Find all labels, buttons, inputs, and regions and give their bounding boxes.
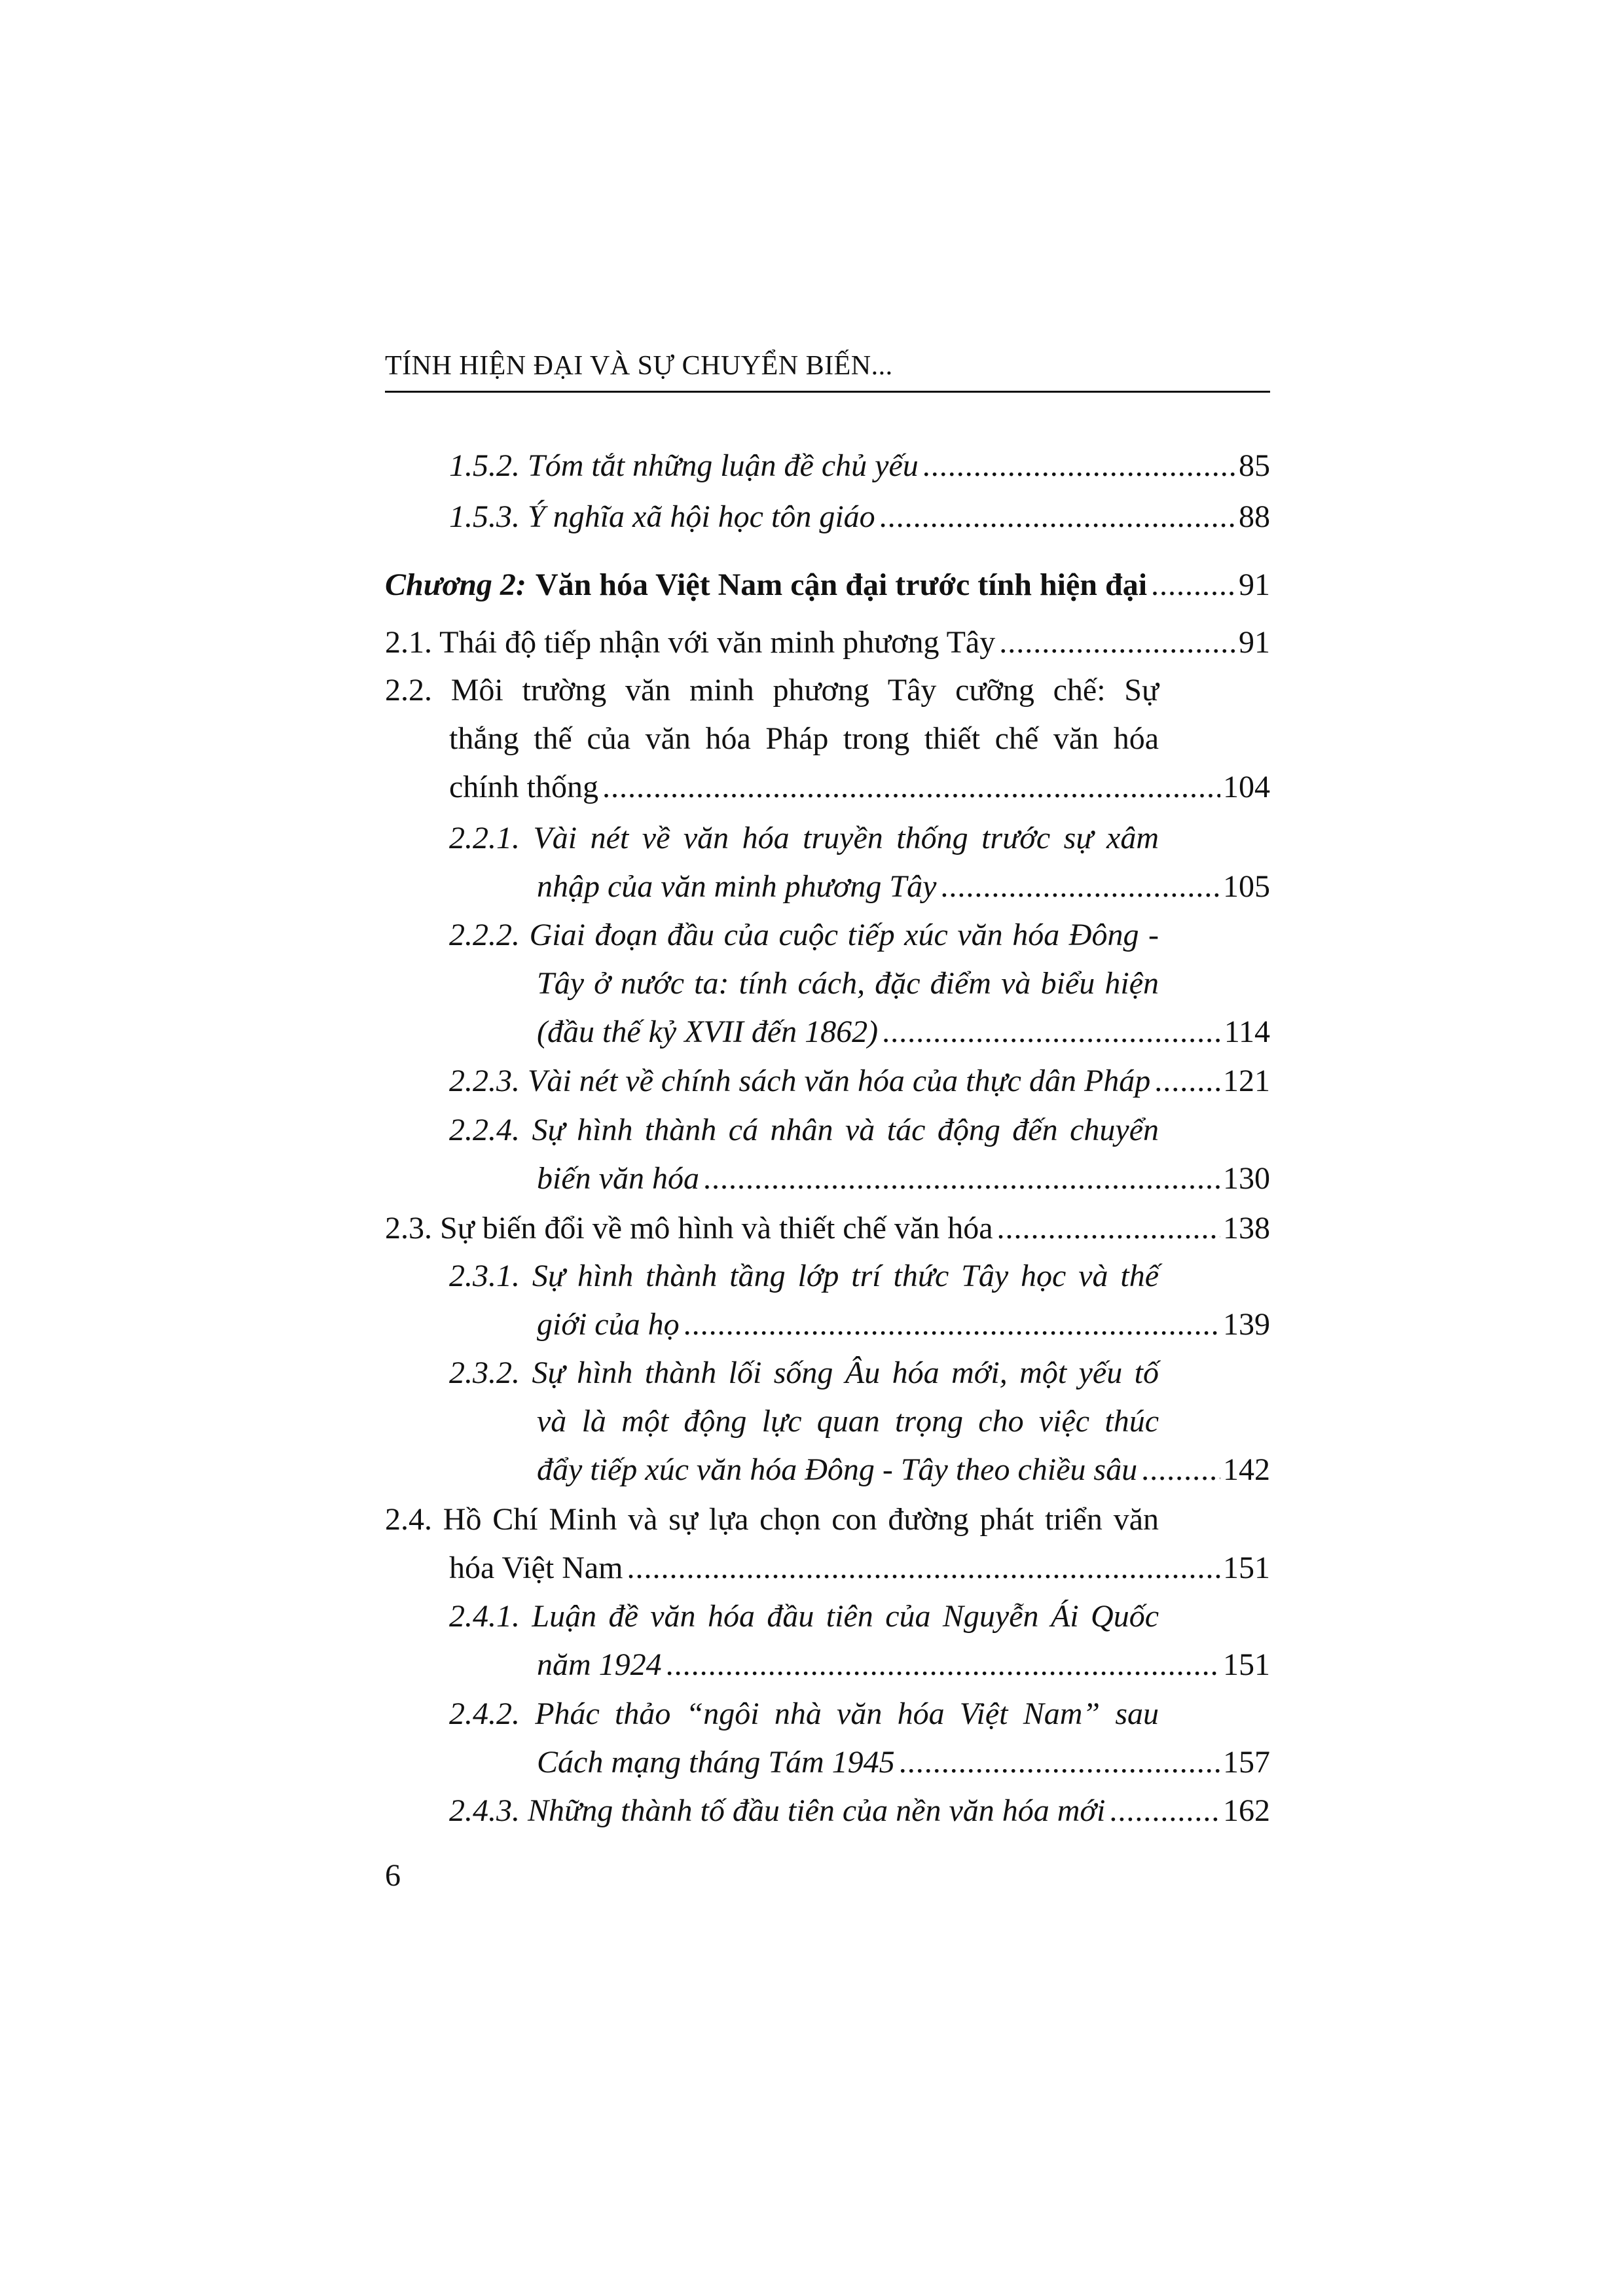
- dot-leader: [703, 1155, 1220, 1203]
- toc-entry-line: chính thống: [449, 770, 598, 804]
- toc-entry-2-3-1[interactable]: [385, 1252, 1270, 1349]
- toc-entry-line: 2.2. Môi trường văn minh phương Tây cưỡng chế: Sự: [385, 673, 1159, 708]
- toc-entry-text: 2.1. Thái độ tiếp nhận với văn minh phương Tây: [385, 625, 996, 660]
- toc-entry-line: và là một động lực quan trọng cho việc thúc: [537, 1404, 1159, 1439]
- toc-page-number: 151: [1223, 1647, 1270, 1682]
- toc-entry-line: hóa Việt Nam: [449, 1551, 623, 1585]
- dot-leader: [940, 863, 1220, 911]
- header-rule: [385, 391, 1270, 393]
- toc-page-number: 88: [1239, 499, 1270, 534]
- toc-entry-2-2-3[interactable]: [385, 1057, 1270, 1105]
- toc-entry-2-4[interactable]: [385, 1496, 1270, 1592]
- toc-page-number: 91: [1239, 567, 1270, 602]
- toc-entry-line: 2.4. Hồ Chí Minh và sự lựa chọn con đường phát triển văn: [385, 1502, 1159, 1537]
- toc-entry-line: 2.3.1. Sự hình thành tầng lớp trí thức Tây học và thế: [449, 1259, 1159, 1293]
- toc-page-number: 138: [1223, 1211, 1270, 1246]
- running-header-title: TÍNH HIỆN ĐẠI VÀ SỰ CHUYỂN BIẾN...: [385, 351, 893, 381]
- toc-page-number: 85: [1239, 448, 1270, 483]
- toc-entry-2-4-2[interactable]: [385, 1690, 1270, 1787]
- dot-leader: [1109, 1787, 1220, 1835]
- toc-entry-2-4-1[interactable]: [385, 1592, 1270, 1689]
- toc-entry-2-1[interactable]: [385, 619, 1270, 667]
- toc-page-number: 139: [1223, 1307, 1270, 1342]
- dot-leader: [899, 1738, 1220, 1787]
- toc-entry-line: 2.4.1. Luận đề văn hóa đầu tiên của Nguyễn Ái Quốc: [449, 1599, 1159, 1634]
- toc-entry-line: biến văn hóa: [537, 1161, 699, 1196]
- dot-leader: [602, 763, 1220, 812]
- toc-entry-line: (đầu thế kỷ XVII đến 1862): [537, 1014, 879, 1049]
- toc-entry-text: 1.5.2. Tóm tắt những luận đề chủ yếu: [449, 448, 919, 483]
- toc-page-number: 105: [1223, 869, 1270, 904]
- toc-entry-1-5-2[interactable]: [385, 442, 1270, 490]
- toc-entry-line: 2.2.2. Giai đoạn đầu của cuộc tiếp xúc văn hóa Đông -: [449, 918, 1159, 952]
- toc-entry-2-2-1[interactable]: [385, 814, 1270, 911]
- page-number: 6: [385, 1858, 401, 1893]
- dot-leader: [1151, 561, 1236, 609]
- toc-entry-line: năm 1924: [537, 1647, 662, 1682]
- toc-entry-line: 2.2.4. Sự hình thành cá nhân và tác động đến chuyển: [449, 1113, 1159, 1147]
- toc-entry-2-2-4[interactable]: [385, 1106, 1270, 1203]
- dot-leader: [1141, 1446, 1220, 1494]
- toc-entry-2-4-3[interactable]: [385, 1787, 1270, 1835]
- toc-entry-line: 2.3.2. Sự hình thành lối sống Âu hóa mới, một yếu tố: [449, 1355, 1159, 1390]
- dot-leader: [684, 1300, 1220, 1349]
- toc-entry-text: 2.2.3. Vài nét về chính sách văn hóa của thực dân Pháp: [449, 1064, 1151, 1098]
- toc-entry-2-3[interactable]: [385, 1204, 1270, 1253]
- toc-page-number: 114: [1224, 1014, 1270, 1049]
- toc-entry-text: 1.5.3. Ý nghĩa xã hội học tôn giáo: [449, 499, 875, 534]
- toc-page-number: 142: [1223, 1452, 1270, 1487]
- toc-entry-line: nhập của văn minh phương Tây: [537, 869, 937, 904]
- dot-leader: [879, 493, 1236, 541]
- toc-entry-line: thắng thế của văn hóa Pháp trong thiết chế văn hóa: [449, 721, 1159, 756]
- toc-entry-2-2[interactable]: [385, 666, 1270, 812]
- toc-chapter-2[interactable]: [385, 561, 1270, 609]
- toc-entry-line: đẩy tiếp xúc văn hóa Đông - Tây theo chiều sâu: [537, 1452, 1138, 1487]
- toc-entry-1-5-3[interactable]: [385, 493, 1270, 541]
- toc-entry-line: 2.4.2. Phác thảo “ngôi nhà văn hóa Việt Nam” sau: [449, 1696, 1159, 1731]
- dot-leader: [1154, 1057, 1220, 1105]
- toc-entry-line: Tây ở nước ta: tính cách, đặc điểm và biểu hiện: [537, 966, 1159, 1001]
- chapter-title: Văn hóa Việt Nam cận đại trước tính hiện đại: [535, 567, 1148, 602]
- dot-leader: [882, 1008, 1222, 1056]
- dot-leader: [666, 1641, 1220, 1689]
- toc-entry-line: giới của họ: [537, 1307, 680, 1342]
- toc-entry-2-3-2[interactable]: [385, 1349, 1270, 1494]
- toc-page-number: 162: [1223, 1793, 1270, 1828]
- toc-page-number: 151: [1223, 1551, 1270, 1585]
- dot-leader: [627, 1544, 1221, 1592]
- toc-page-number: 130: [1223, 1161, 1270, 1196]
- chapter-label: Chương 2:: [385, 567, 526, 602]
- toc-entry-2-2-2[interactable]: [385, 911, 1270, 1056]
- toc-page-number: 104: [1223, 770, 1270, 804]
- toc-entry-line: Cách mạng tháng Tám 1945: [537, 1745, 895, 1780]
- toc-page-number: 121: [1223, 1064, 1270, 1098]
- toc-page-number: 91: [1239, 625, 1270, 660]
- toc-page-number: 157: [1223, 1745, 1270, 1780]
- toc-entry-text: 2.3. Sự biến đổi về mô hình và thiết chế văn hóa: [385, 1211, 993, 1246]
- dot-leader: [997, 1204, 1221, 1253]
- toc-entry-text: 2.4.3. Những thành tố đầu tiên của nền văn hóa mới: [449, 1793, 1106, 1828]
- dot-leader: [999, 619, 1236, 667]
- toc-entry-line: 2.2.1. Vài nét về văn hóa truyền thống trước sự xâm: [449, 821, 1159, 855]
- dot-leader: [922, 442, 1236, 490]
